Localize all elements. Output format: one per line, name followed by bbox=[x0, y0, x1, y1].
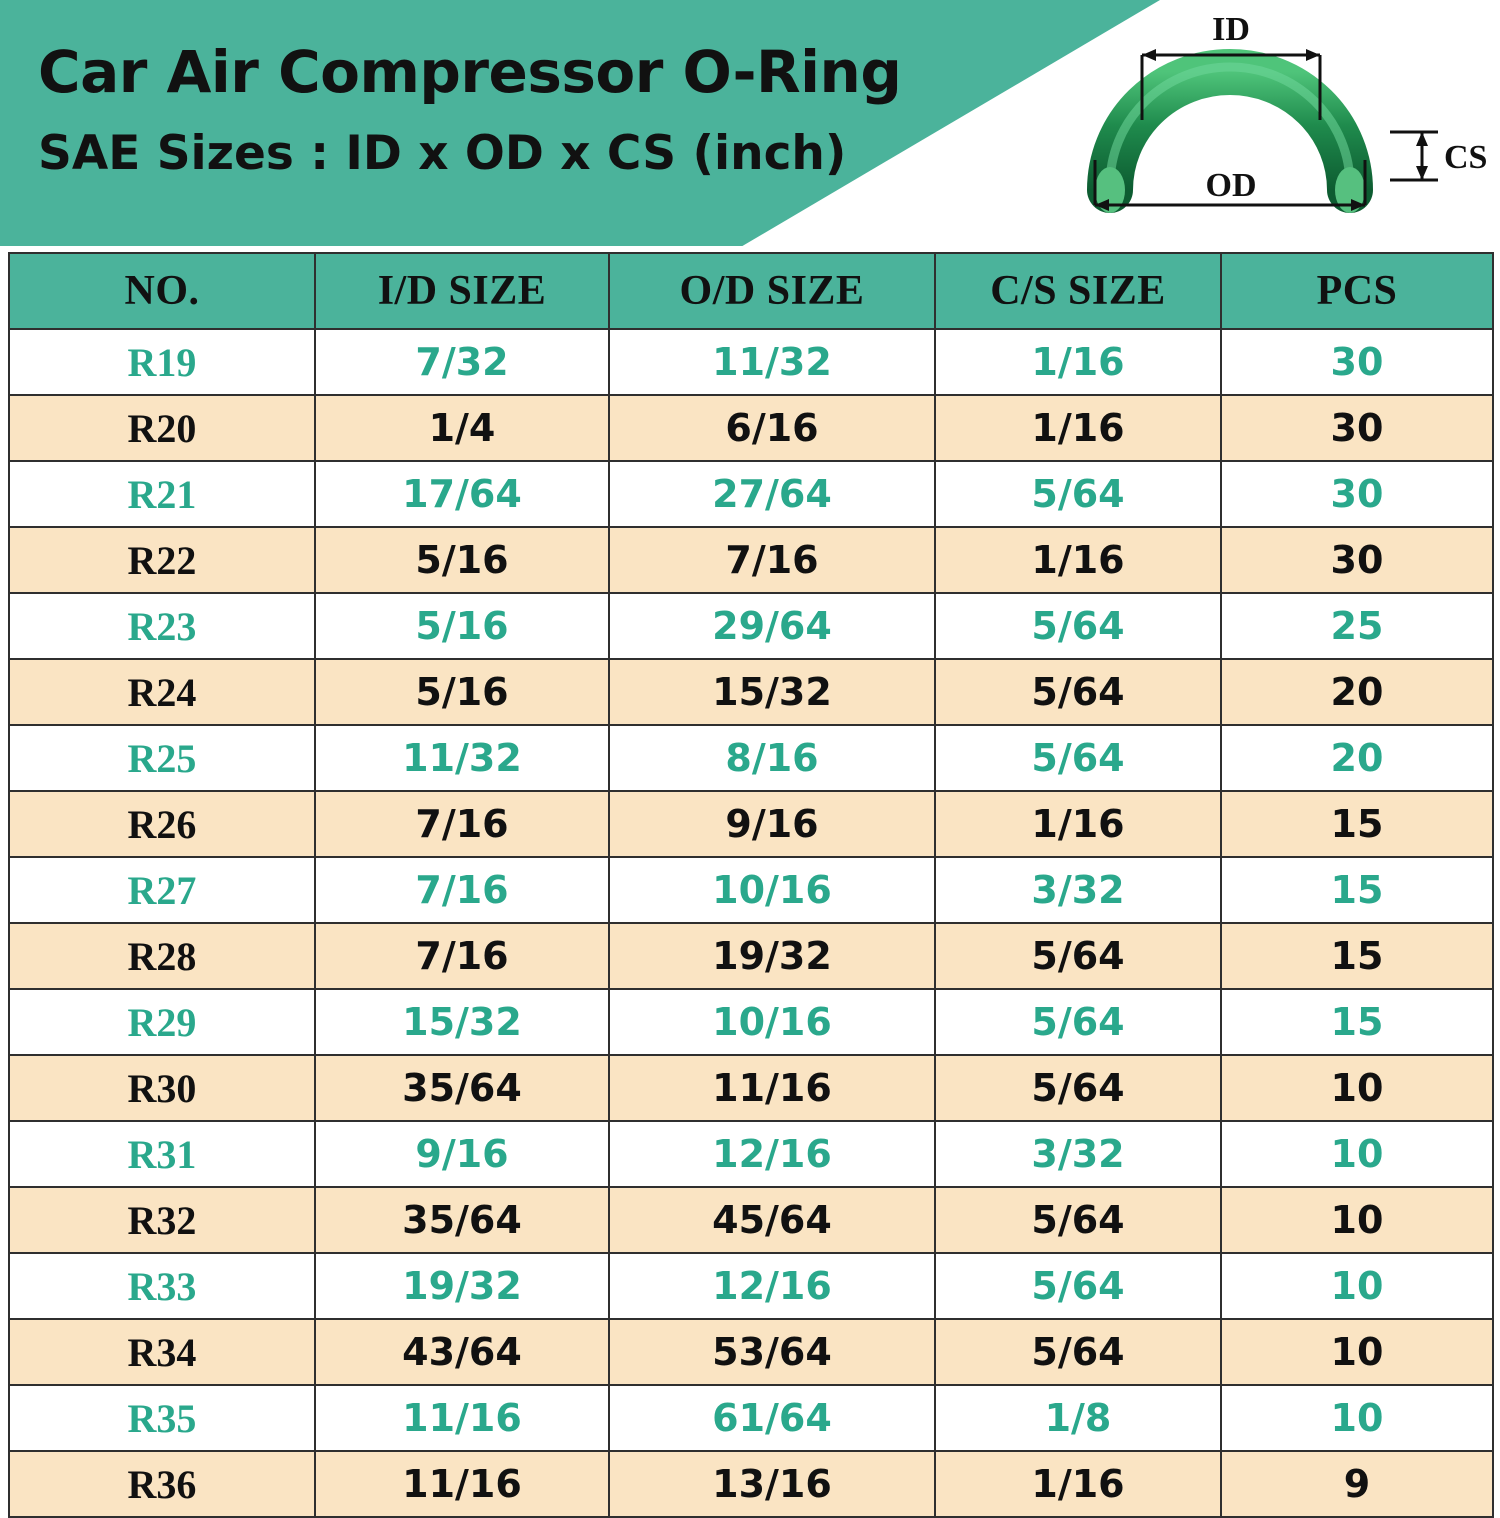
cell-no: R30 bbox=[9, 1055, 315, 1121]
cell-od-size: 29/64 bbox=[609, 593, 935, 659]
column-header-cs-size: C/S SIZE bbox=[935, 253, 1221, 329]
cell-pcs: 15 bbox=[1221, 791, 1493, 857]
cell-pcs: 30 bbox=[1221, 395, 1493, 461]
cell-pcs: 25 bbox=[1221, 593, 1493, 659]
table-row bbox=[9, 1253, 1493, 1319]
cell-cs-size: 5/64 bbox=[935, 1253, 1221, 1319]
cell-no: R29 bbox=[9, 989, 315, 1055]
cell-no: R25 bbox=[9, 725, 315, 791]
table-body bbox=[9, 329, 1493, 1517]
cell-cs-size: 3/32 bbox=[935, 857, 1221, 923]
cell-id-size: 5/16 bbox=[315, 593, 609, 659]
cell-cs-size: 1/16 bbox=[935, 329, 1221, 395]
cell-cs-size: 5/64 bbox=[935, 725, 1221, 791]
cell-id-size: 43/64 bbox=[315, 1319, 609, 1385]
cell-cs-size: 5/64 bbox=[935, 461, 1221, 527]
table-row bbox=[9, 1121, 1493, 1187]
cell-pcs: 9 bbox=[1221, 1451, 1493, 1517]
cell-id-size: 5/16 bbox=[315, 527, 609, 593]
cell-no: R35 bbox=[9, 1385, 315, 1451]
cell-cs-size: 1/16 bbox=[935, 395, 1221, 461]
cell-no: R32 bbox=[9, 1187, 315, 1253]
table-row bbox=[9, 329, 1493, 395]
cell-pcs: 20 bbox=[1221, 659, 1493, 725]
cell-id-size: 9/16 bbox=[315, 1121, 609, 1187]
cell-no: R28 bbox=[9, 923, 315, 989]
cell-pcs: 15 bbox=[1221, 923, 1493, 989]
cell-id-size: 7/16 bbox=[315, 791, 609, 857]
cell-pcs: 10 bbox=[1221, 1187, 1493, 1253]
column-header-pcs: PCS bbox=[1221, 253, 1493, 329]
cell-id-size: 7/32 bbox=[315, 329, 609, 395]
cell-cs-size: 1/16 bbox=[935, 527, 1221, 593]
cell-pcs: 30 bbox=[1221, 329, 1493, 395]
cell-no: R36 bbox=[9, 1451, 315, 1517]
cell-id-size: 17/64 bbox=[315, 461, 609, 527]
cell-id-size: 11/16 bbox=[315, 1385, 609, 1451]
cell-pcs: 10 bbox=[1221, 1121, 1493, 1187]
cell-id-size: 35/64 bbox=[315, 1055, 609, 1121]
cell-od-size: 10/16 bbox=[609, 989, 935, 1055]
table-row bbox=[9, 461, 1493, 527]
cell-cs-size: 1/8 bbox=[935, 1385, 1221, 1451]
cell-no: R20 bbox=[9, 395, 315, 461]
table-row bbox=[9, 527, 1493, 593]
table-row bbox=[9, 593, 1493, 659]
cell-no: R33 bbox=[9, 1253, 315, 1319]
cell-pcs: 30 bbox=[1221, 527, 1493, 593]
cell-pcs: 10 bbox=[1221, 1253, 1493, 1319]
cell-od-size: 61/64 bbox=[609, 1385, 935, 1451]
cell-no: R21 bbox=[9, 461, 315, 527]
column-header-id-size: I/D SIZE bbox=[315, 253, 609, 329]
cell-od-size: 6/16 bbox=[609, 395, 935, 461]
cell-od-size: 19/32 bbox=[609, 923, 935, 989]
cell-id-size: 11/32 bbox=[315, 725, 609, 791]
cell-no: R22 bbox=[9, 527, 315, 593]
cell-no: R34 bbox=[9, 1319, 315, 1385]
cell-pcs: 10 bbox=[1221, 1055, 1493, 1121]
spec-table-container bbox=[8, 252, 1492, 1518]
cell-no: R19 bbox=[9, 329, 315, 395]
cell-cs-size: 5/64 bbox=[935, 1055, 1221, 1121]
cell-od-size: 12/16 bbox=[609, 1253, 935, 1319]
diagram-label-cs: CS bbox=[1444, 139, 1488, 176]
cell-id-size: 35/64 bbox=[315, 1187, 609, 1253]
cell-id-size: 11/16 bbox=[315, 1451, 609, 1517]
table-row bbox=[9, 857, 1493, 923]
table-header-row bbox=[9, 253, 1493, 329]
o-ring-diagram bbox=[1070, 0, 1490, 246]
cell-id-size: 15/32 bbox=[315, 989, 609, 1055]
table-row bbox=[9, 1187, 1493, 1253]
table-row bbox=[9, 989, 1493, 1055]
spec-table bbox=[8, 252, 1494, 1518]
table-row bbox=[9, 1055, 1493, 1121]
cell-pcs: 15 bbox=[1221, 989, 1493, 1055]
cell-od-size: 13/16 bbox=[609, 1451, 935, 1517]
cell-cs-size: 5/64 bbox=[935, 593, 1221, 659]
page-subtitle: SAE Sizes : ID x OD x CS (inch) bbox=[38, 126, 847, 181]
cell-od-size: 15/32 bbox=[609, 659, 935, 725]
cell-od-size: 11/32 bbox=[609, 329, 935, 395]
cell-cs-size: 1/16 bbox=[935, 1451, 1221, 1517]
cell-no: R31 bbox=[9, 1121, 315, 1187]
header-text-block bbox=[38, 36, 1038, 186]
table-row bbox=[9, 1319, 1493, 1385]
cell-cs-size: 5/64 bbox=[935, 1319, 1221, 1385]
cell-cs-size: 5/64 bbox=[935, 659, 1221, 725]
cell-od-size: 45/64 bbox=[609, 1187, 935, 1253]
cell-id-size: 19/32 bbox=[315, 1253, 609, 1319]
page-title: Car Air Compressor O-Ring bbox=[38, 38, 902, 106]
cell-cs-size: 1/16 bbox=[935, 791, 1221, 857]
cell-pcs: 10 bbox=[1221, 1319, 1493, 1385]
cell-no: R27 bbox=[9, 857, 315, 923]
cell-cs-size: 5/64 bbox=[935, 989, 1221, 1055]
cell-pcs: 30 bbox=[1221, 461, 1493, 527]
table-row bbox=[9, 923, 1493, 989]
cell-od-size: 10/16 bbox=[609, 857, 935, 923]
cell-od-size: 12/16 bbox=[609, 1121, 935, 1187]
table-row bbox=[9, 395, 1493, 461]
table-row bbox=[9, 725, 1493, 791]
cell-pcs: 15 bbox=[1221, 857, 1493, 923]
cell-od-size: 9/16 bbox=[609, 791, 935, 857]
column-header-no: NO. bbox=[9, 253, 315, 329]
cell-no: R26 bbox=[9, 791, 315, 857]
cell-pcs: 20 bbox=[1221, 725, 1493, 791]
cell-od-size: 7/16 bbox=[609, 527, 935, 593]
cell-cs-size: 3/32 bbox=[935, 1121, 1221, 1187]
cell-cs-size: 5/64 bbox=[935, 923, 1221, 989]
cell-id-size: 5/16 bbox=[315, 659, 609, 725]
table-row bbox=[9, 659, 1493, 725]
cell-no: R24 bbox=[9, 659, 315, 725]
table-row bbox=[9, 1451, 1493, 1517]
cell-no: R23 bbox=[9, 593, 315, 659]
cell-od-size: 27/64 bbox=[609, 461, 935, 527]
cell-id-size: 1/4 bbox=[315, 395, 609, 461]
table-row bbox=[9, 791, 1493, 857]
diagram-label-od: OD bbox=[1205, 167, 1257, 204]
cell-pcs: 10 bbox=[1221, 1385, 1493, 1451]
cell-id-size: 7/16 bbox=[315, 857, 609, 923]
table-row bbox=[9, 1385, 1493, 1451]
cell-id-size: 7/16 bbox=[315, 923, 609, 989]
column-header-od-size: O/D SIZE bbox=[609, 253, 935, 329]
diagram-label-id: ID bbox=[1212, 11, 1250, 48]
header bbox=[0, 0, 1500, 246]
cell-od-size: 53/64 bbox=[609, 1319, 935, 1385]
cell-od-size: 11/16 bbox=[609, 1055, 935, 1121]
cell-cs-size: 5/64 bbox=[935, 1187, 1221, 1253]
cell-od-size: 8/16 bbox=[609, 725, 935, 791]
